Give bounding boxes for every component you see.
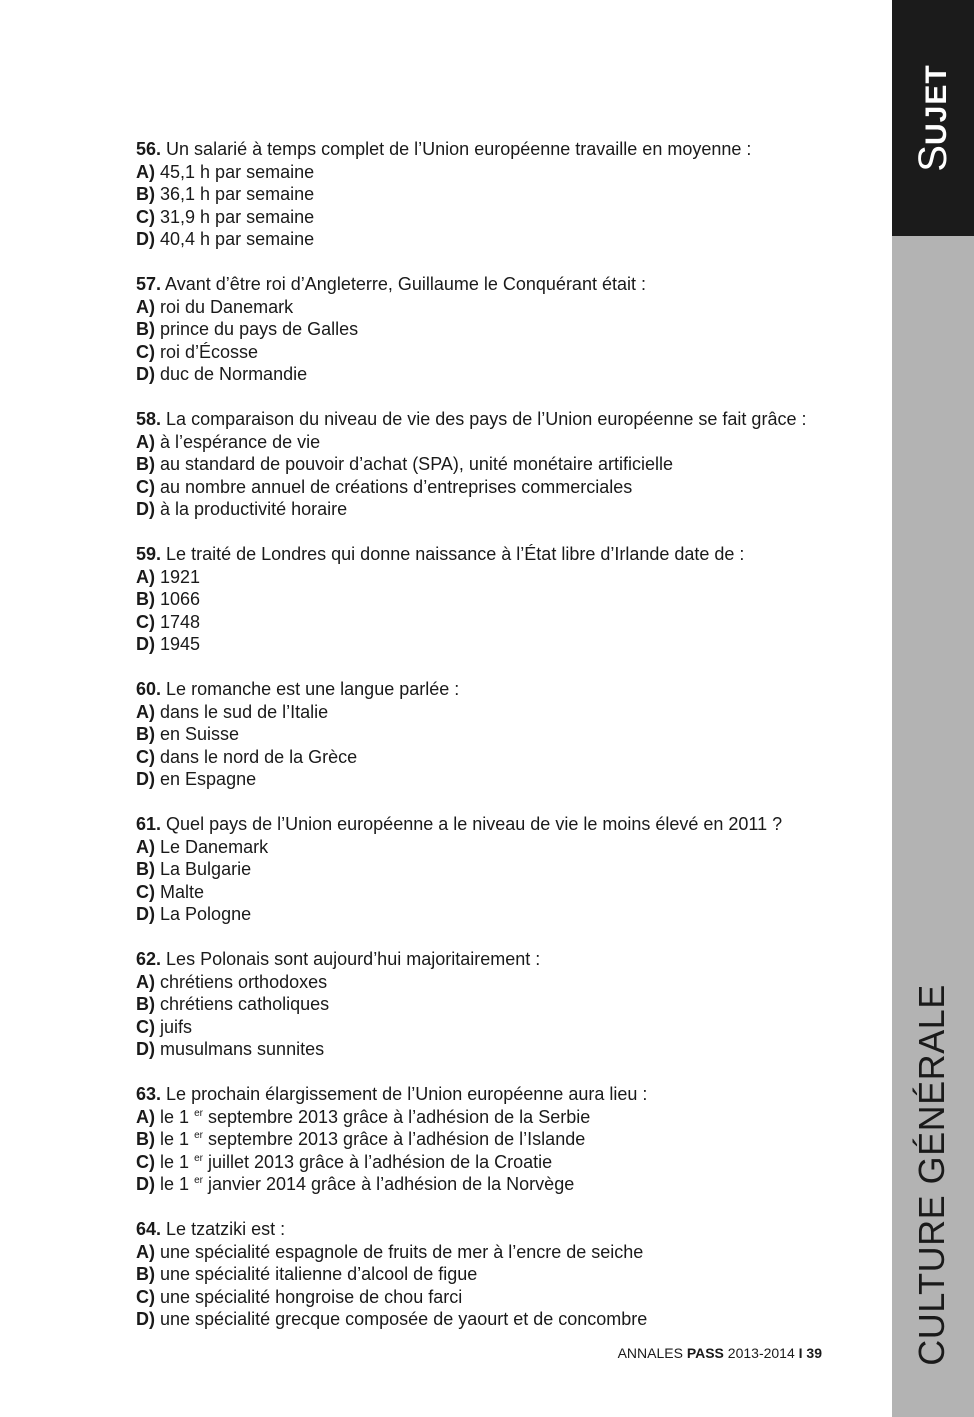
- answer-text: au nombre annuel de créations d’entreprises commerciales: [160, 476, 633, 497]
- answer-text: 31,9 h par semaine: [160, 206, 315, 227]
- answer-letter: D): [136, 634, 155, 654]
- answer-letter: C): [136, 476, 155, 497]
- answer-letter: B): [136, 724, 155, 744]
- answer-letter: C): [136, 1286, 155, 1307]
- answer-option: [136, 206, 856, 229]
- answer-letter: B): [136, 859, 155, 879]
- question-text: Le prochain élargissement de l’Union européenne aura lieu :: [166, 1084, 648, 1104]
- answer-option: [136, 341, 856, 364]
- ordinal-superscript: er: [194, 1130, 203, 1141]
- answer-option: [136, 228, 856, 251]
- answer-letter: A): [136, 836, 155, 857]
- question-line: [136, 138, 856, 161]
- question-list: [136, 138, 856, 1353]
- footer-pass: PASS: [686, 1345, 724, 1361]
- answer-letter: A): [136, 296, 155, 317]
- answer-option: [136, 161, 856, 184]
- answer-text: roi du Danemark: [160, 296, 294, 317]
- answer-letter: C): [136, 611, 155, 632]
- answer-text: à l’espérance de vie: [160, 431, 321, 452]
- question-line: [136, 1218, 856, 1241]
- answer-letter: D): [136, 769, 155, 789]
- ordinal-superscript: er: [194, 1107, 203, 1119]
- answer-option: [136, 903, 856, 926]
- answer-letter: D): [136, 229, 155, 249]
- question-text: Un salarié à temps complet de l’Union européenne travaille en moyenne :: [166, 139, 752, 159]
- answer-option: [136, 858, 856, 881]
- answer-option: [136, 971, 856, 994]
- question-line: [136, 813, 856, 836]
- answer-text-continued: juillet 2013 grâce à l’adhésion de la Croatie: [202, 1151, 553, 1172]
- answer-option: [136, 1128, 856, 1151]
- answer-letter: A): [136, 1241, 155, 1262]
- sujet-label: SUJET: [911, 64, 955, 172]
- question-number: 57.: [136, 274, 162, 294]
- question-block: [136, 1218, 856, 1331]
- answer-text: dans le nord de la Grèce: [160, 746, 358, 767]
- answer-option: [136, 498, 856, 521]
- question-line: [136, 1083, 856, 1106]
- page-number: 39: [806, 1345, 822, 1361]
- answer-option: [136, 363, 856, 386]
- answer-letter: C): [136, 206, 155, 227]
- footer-annales: ANNALES: [617, 1345, 683, 1361]
- answer-letter: A): [136, 701, 155, 722]
- question-text: Le tzatziki est :: [166, 1219, 286, 1239]
- question-block: [136, 1083, 856, 1196]
- answer-text: à la productivité horaire: [160, 499, 348, 519]
- answer-text: dans le sud de l’Italie: [160, 701, 329, 722]
- answer-option: [136, 701, 856, 724]
- ordinal-superscript: er: [194, 1152, 203, 1164]
- answer-text: roi d’Écosse: [160, 341, 259, 362]
- answer-letter: B): [136, 184, 155, 204]
- question-block: [136, 138, 856, 251]
- answer-letter: B): [136, 994, 155, 1014]
- answer-text: 36,1 h par semaine: [160, 184, 315, 204]
- answer-option: [136, 566, 856, 589]
- question-line: [136, 543, 856, 566]
- answer-text: Le Danemark: [160, 836, 269, 857]
- answer-letter: A): [136, 1106, 155, 1127]
- answer-letter: A): [136, 971, 155, 992]
- answer-text: Malte: [160, 881, 205, 902]
- question-number: 56.: [136, 139, 162, 159]
- answer-text: La Bulgarie: [160, 859, 252, 879]
- question-block: [136, 948, 856, 1061]
- ordinal-superscript: er: [194, 1175, 203, 1186]
- answer-option: [136, 993, 856, 1016]
- answer-letter: A): [136, 161, 155, 182]
- answer-letter: C): [136, 746, 155, 767]
- answer-letter: C): [136, 1016, 155, 1037]
- answer-option: [136, 476, 856, 499]
- question-number: 59.: [136, 544, 162, 564]
- answer-text: une spécialité hongroise de chou farci: [160, 1286, 463, 1307]
- answer-option: [136, 1241, 856, 1264]
- question-number: 62.: [136, 949, 162, 969]
- answer-letter: D): [136, 904, 155, 924]
- answer-option: [136, 1151, 856, 1174]
- answer-option: [136, 611, 856, 634]
- answer-option: [136, 1308, 856, 1331]
- answer-text: prince du pays de Galles: [160, 319, 359, 339]
- answer-text: le 1: [160, 1151, 190, 1172]
- answer-text: 1945: [160, 634, 201, 654]
- answer-letter: A): [136, 566, 155, 587]
- question-block: [136, 678, 856, 791]
- footer-separator: I: [798, 1345, 803, 1361]
- question-number: 60.: [136, 679, 162, 699]
- answer-letter: B): [136, 1129, 155, 1149]
- answer-text: en Suisse: [160, 724, 240, 744]
- question-block: [136, 543, 856, 656]
- answer-letter: D): [136, 1174, 155, 1194]
- question-number: 58.: [136, 409, 162, 429]
- answer-option: [136, 318, 856, 341]
- answer-option: [136, 1263, 856, 1286]
- question-text: Quel pays de l’Union européenne a le niveau de vie le moins élevé en 2011 ?: [166, 814, 783, 834]
- answer-option: [136, 588, 856, 611]
- answer-option: [136, 1038, 856, 1061]
- answer-letter: C): [136, 341, 155, 362]
- answer-text: musulmans sunnites: [160, 1039, 325, 1059]
- answer-letter: A): [136, 431, 155, 452]
- answer-letter: D): [136, 1039, 155, 1059]
- question-line: [136, 408, 856, 431]
- question-block: [136, 813, 856, 926]
- answer-text-continued: janvier 2014 grâce à l’adhésion de la Norvège: [202, 1174, 575, 1194]
- answer-letter: B): [136, 454, 155, 474]
- answer-text: duc de Normandie: [160, 364, 308, 384]
- question-block: [136, 273, 856, 386]
- question-text: La comparaison du niveau de vie des pays de l’Union européenne se fait grâce :: [166, 409, 807, 429]
- answer-option: [136, 633, 856, 656]
- answer-text-continued: septembre 2013 grâce à l’adhésion de la Serbie: [202, 1106, 591, 1127]
- answer-letter: C): [136, 1151, 155, 1172]
- answer-text: La Pologne: [160, 904, 252, 924]
- answer-text: le 1: [160, 1106, 190, 1127]
- question-number: 64.: [136, 1219, 162, 1239]
- answer-letter: C): [136, 881, 155, 902]
- answer-letter: D): [136, 1309, 155, 1329]
- answer-text: 1921: [160, 566, 201, 587]
- question-line: [136, 948, 856, 971]
- answer-text: une spécialité grecque composée de yaourt et de concombre: [160, 1309, 648, 1329]
- question-number: 63.: [136, 1084, 162, 1104]
- answer-option: [136, 836, 856, 859]
- answer-letter: D): [136, 499, 155, 519]
- answer-option: [136, 1173, 856, 1196]
- answer-letter: B): [136, 1264, 155, 1284]
- answer-text: en Espagne: [160, 769, 257, 789]
- answer-option: [136, 746, 856, 769]
- question-text: Le romanche est une langue parlée :: [166, 679, 460, 699]
- answer-option: [136, 1016, 856, 1039]
- answer-option: [136, 1286, 856, 1309]
- answer-option: [136, 431, 856, 454]
- answer-option: [136, 723, 856, 746]
- answer-text: le 1: [160, 1129, 190, 1149]
- answer-text: une spécialité espagnole de fruits de mer à l’encre de seiche: [160, 1241, 644, 1262]
- question-text: Le traité de Londres qui donne naissance à l’État libre d’Irlande date de :: [166, 544, 745, 564]
- answer-text: chrétiens catholiques: [160, 994, 330, 1014]
- answer-option: [136, 183, 856, 206]
- section-title: CULTURE GÉNÉRALE: [911, 984, 952, 1366]
- page-footer: [618, 1344, 822, 1362]
- answer-option: [136, 881, 856, 904]
- answer-text: juifs: [160, 1016, 193, 1037]
- answer-text: une spécialité italienne d’alcool de figue: [160, 1264, 478, 1284]
- answer-text: 1748: [160, 611, 201, 632]
- answer-option: [136, 768, 856, 791]
- question-block: [136, 408, 856, 521]
- answer-letter: B): [136, 319, 155, 339]
- answer-text: chrétiens orthodoxes: [160, 971, 328, 992]
- answer-letter: D): [136, 364, 155, 384]
- answer-text: le 1: [160, 1174, 190, 1194]
- answer-text: au standard de pouvoir d’achat (SPA), unité monétaire artificielle: [160, 454, 673, 474]
- question-number: 61.: [136, 814, 162, 834]
- question-line: [136, 273, 856, 296]
- question-line: [136, 678, 856, 701]
- answer-option: [136, 1106, 856, 1129]
- answer-option: [136, 453, 856, 476]
- footer-years: 2013-2014: [727, 1345, 795, 1361]
- answer-text: 1066: [160, 589, 201, 609]
- answer-text: 45,1 h par semaine: [160, 161, 315, 182]
- question-text: Les Polonais sont aujourd’hui majoritairement :: [166, 949, 541, 969]
- answer-text: 40,4 h par semaine: [160, 229, 315, 249]
- question-text: Avant d’être roi d’Angleterre, Guillaume le Conquérant était :: [165, 274, 646, 294]
- answer-letter: B): [136, 589, 155, 609]
- answer-option: [136, 296, 856, 319]
- answer-text-continued: septembre 2013 grâce à l’adhésion de l’Islande: [202, 1129, 586, 1149]
